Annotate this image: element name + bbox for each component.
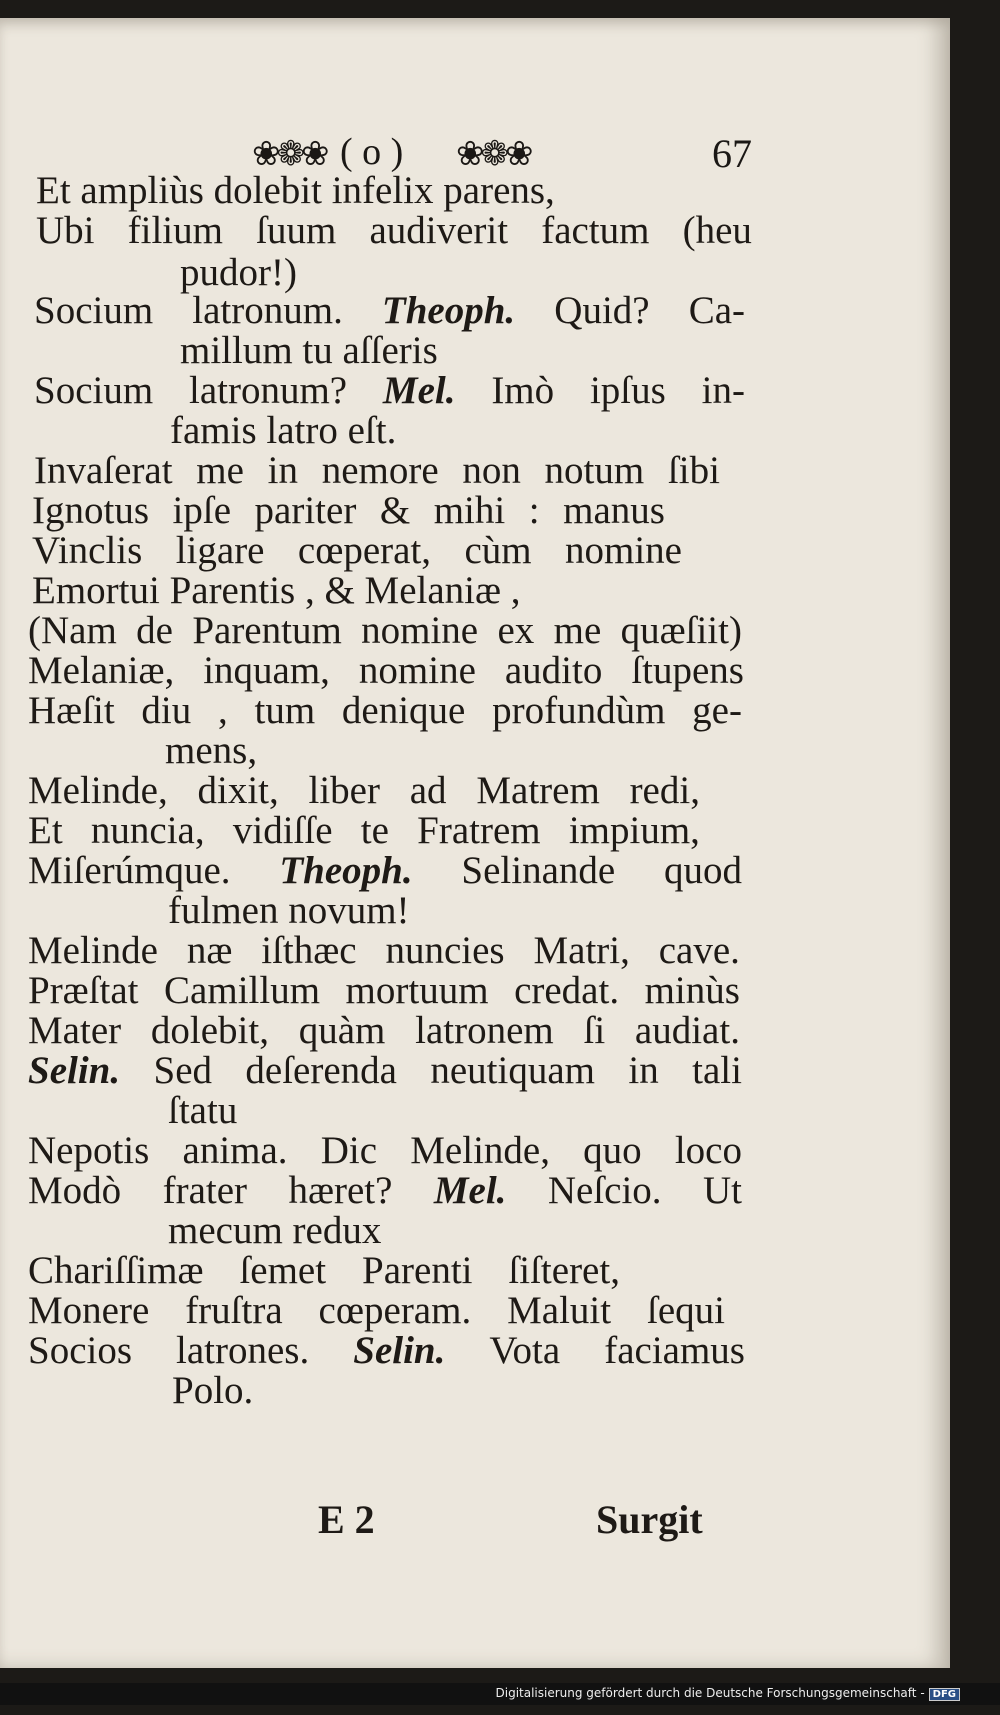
- word: iſthæc: [261, 929, 357, 972]
- word: neutiquam: [430, 1049, 596, 1092]
- text-line: [172, 1370, 253, 1412]
- word: factum: [541, 209, 650, 252]
- word: vidiſſe: [232, 809, 333, 852]
- word: latronum?: [188, 369, 348, 412]
- word: Ca-: [688, 289, 745, 332]
- word: audiat.: [634, 1009, 740, 1052]
- word: Et: [28, 809, 63, 852]
- text-line: [32, 570, 521, 612]
- word: latrones.: [176, 1329, 310, 1372]
- dfg-logo-icon: DFG: [929, 1688, 960, 1701]
- word: mortuum: [345, 969, 489, 1012]
- word: redi,: [629, 769, 700, 812]
- text-line: [34, 370, 745, 412]
- word: cœperat,: [297, 529, 432, 572]
- word: nemore: [321, 449, 439, 492]
- right-ornament-icon: ❀❁❀: [456, 134, 530, 174]
- text-line: [32, 490, 665, 532]
- word: credat.: [514, 969, 620, 1012]
- text-line: [34, 290, 745, 332]
- left-ornament-icon: ❀❁❀: [252, 134, 326, 174]
- text-line: [28, 770, 700, 812]
- word: liber: [308, 769, 380, 812]
- word: Mater: [28, 1009, 122, 1052]
- word: Nepotis: [28, 1129, 150, 1172]
- word: cœperam.: [318, 1289, 472, 1332]
- word: Maluit: [507, 1289, 612, 1332]
- word: quo: [583, 1129, 642, 1172]
- text-line: [28, 810, 700, 852]
- text-line: [28, 850, 742, 892]
- word: tali: [692, 1049, 742, 1092]
- word: ex: [497, 609, 535, 652]
- word: Dic: [320, 1129, 378, 1172]
- word: frater: [162, 1169, 248, 1212]
- word: Melinde: [28, 929, 158, 972]
- text-line: [180, 252, 297, 294]
- word: me: [196, 449, 244, 492]
- word: notum: [544, 449, 645, 492]
- word: ſi: [583, 1009, 606, 1052]
- word: quod: [664, 849, 742, 892]
- word: ligare: [175, 529, 265, 572]
- text-line: [180, 330, 438, 372]
- word: dixit,: [197, 769, 279, 812]
- word: Melinde,: [410, 1129, 550, 1172]
- speaker-name: Selin.: [353, 1329, 446, 1372]
- word: nomine: [565, 529, 682, 572]
- word: ge-: [692, 689, 742, 732]
- word: Socios: [28, 1329, 133, 1372]
- text-line: [165, 730, 257, 772]
- text-line: [28, 1330, 745, 1372]
- word: næ: [186, 929, 233, 972]
- word: non: [462, 449, 521, 492]
- text-line: [28, 1130, 742, 1172]
- line-text: Polo.: [172, 1369, 254, 1412]
- word: anima.: [182, 1129, 288, 1172]
- word: Quid?: [554, 289, 650, 332]
- word: Invaſerat: [34, 449, 173, 492]
- text-line: [28, 690, 742, 732]
- word: me: [553, 609, 602, 652]
- text-line: [28, 1250, 620, 1292]
- word: cave.: [658, 929, 740, 972]
- line-text: ſtatu: [168, 1089, 238, 1132]
- word: manus: [563, 489, 665, 532]
- page-number: 67: [712, 131, 752, 176]
- word: in: [628, 1049, 659, 1092]
- word: Vinclis: [32, 529, 143, 572]
- word: inquam,: [203, 649, 330, 692]
- word: Ignotus: [32, 489, 149, 532]
- word: loco: [674, 1129, 742, 1172]
- word: ipſus: [589, 369, 666, 412]
- speaker-name: Theoph.: [279, 849, 413, 892]
- speaker-name: Theoph.: [381, 289, 516, 332]
- word: (Nam: [28, 609, 117, 652]
- word: Chariſſimæ: [28, 1249, 204, 1292]
- word: cùm: [464, 529, 532, 572]
- word: Imò: [491, 369, 555, 412]
- text-line: [28, 970, 740, 1012]
- word: pariter: [254, 489, 357, 532]
- word: Hæſit: [28, 689, 115, 732]
- word: ſiſteret,: [508, 1249, 620, 1292]
- word: nomine: [361, 609, 479, 652]
- speaker-name: Selin.: [28, 1049, 121, 1092]
- word: dolebit,: [150, 1009, 269, 1052]
- word: audiverit: [369, 209, 509, 252]
- word: Parentum: [192, 609, 342, 652]
- word: Socium: [34, 369, 154, 412]
- speaker-name: Mel.: [433, 1169, 507, 1212]
- signature-mark: E 2: [318, 1497, 375, 1542]
- word: Fratrem: [417, 809, 541, 852]
- text-line: [28, 1290, 725, 1332]
- word: Præſtat: [28, 969, 139, 1012]
- word: nuncies: [385, 929, 505, 972]
- word: Modò: [28, 1169, 122, 1212]
- word: deſerenda: [245, 1049, 397, 1092]
- word: Vota: [489, 1329, 561, 1372]
- word: mihi: [433, 489, 506, 532]
- line-text: mens,: [165, 729, 258, 772]
- text-line: [36, 170, 555, 212]
- word: Selinande: [461, 849, 616, 892]
- credit-text: Digitalisierung gefördert durch die Deutsche Forschungsgemeinschaft -: [495, 1686, 925, 1700]
- text-line: [168, 890, 410, 932]
- text-line: [28, 930, 740, 972]
- word: filium: [127, 209, 223, 252]
- word: Matri,: [533, 929, 630, 972]
- word: fruſtra: [185, 1289, 283, 1332]
- word: ,: [218, 689, 228, 732]
- line-text: Et ampliùs dolebit infelix parens,: [36, 169, 555, 212]
- word: latronum.: [192, 289, 343, 332]
- word: Monere: [28, 1289, 150, 1332]
- word: Parenti: [362, 1249, 473, 1292]
- text-line: [170, 410, 396, 452]
- word: de: [136, 609, 173, 652]
- word: Matrem: [476, 769, 600, 812]
- word: profundùm: [492, 689, 666, 732]
- text-line: [28, 610, 742, 652]
- word: diu: [141, 689, 192, 732]
- word: Melaniæ,: [28, 649, 175, 692]
- book-page: [0, 18, 950, 1668]
- word: Miſerúmque.: [28, 849, 231, 892]
- line-text: famis latro eſt.: [170, 409, 397, 452]
- text-line: [28, 1050, 742, 1092]
- word: audito: [504, 649, 603, 692]
- text-line: [36, 210, 752, 252]
- line-text: Emortui Parentis , & Melaniæ ,: [32, 569, 521, 612]
- text-line: [28, 1010, 740, 1052]
- word: quæſiit): [620, 609, 742, 652]
- word: quàm: [298, 1009, 386, 1052]
- speaker-name: Mel.: [382, 369, 456, 412]
- line-text: fulmen novum!: [168, 889, 410, 932]
- word: nomine: [358, 649, 476, 692]
- text-line: [34, 450, 720, 492]
- word: ſuum: [256, 209, 337, 252]
- word: ad: [409, 769, 447, 812]
- line-text: pudor!): [180, 251, 297, 294]
- word: in: [267, 449, 298, 492]
- catchword: Surgit: [596, 1497, 703, 1542]
- word: ſtupens: [631, 649, 744, 692]
- word: te: [360, 809, 389, 852]
- word: tum: [254, 689, 316, 732]
- word: Melinde,: [28, 769, 168, 812]
- word: hæret?: [288, 1169, 393, 1212]
- text-line: [168, 1090, 237, 1132]
- word: in-: [701, 369, 745, 412]
- word: ſemet: [239, 1249, 327, 1292]
- word: minùs: [644, 969, 740, 1012]
- header-center: ( o ): [340, 131, 404, 173]
- digitization-credit: [496, 1686, 961, 1701]
- text-line: [168, 1210, 381, 1252]
- line-text: millum tu aſſeris: [180, 329, 438, 372]
- word: denique: [341, 689, 466, 732]
- word: ſibi: [667, 449, 720, 492]
- word: Ut: [702, 1169, 742, 1212]
- word: faciamus: [604, 1329, 745, 1372]
- word: &: [379, 489, 411, 532]
- word: Sed: [153, 1049, 213, 1092]
- text-line: [32, 530, 682, 572]
- word: ſequi: [646, 1289, 725, 1332]
- word: Camillum: [164, 969, 321, 1012]
- word: :: [528, 489, 540, 532]
- word: impium,: [568, 809, 700, 852]
- word: Ubi: [36, 209, 95, 252]
- word: (heu: [682, 209, 752, 252]
- word: nuncia,: [90, 809, 205, 852]
- text-line: [28, 1170, 742, 1212]
- text-line: [28, 650, 744, 692]
- word: Socium: [34, 289, 154, 332]
- line-text: mecum redux: [168, 1209, 382, 1252]
- word: latronem: [415, 1009, 554, 1052]
- word: Neſcio.: [547, 1169, 662, 1212]
- word: ipſe: [172, 489, 232, 532]
